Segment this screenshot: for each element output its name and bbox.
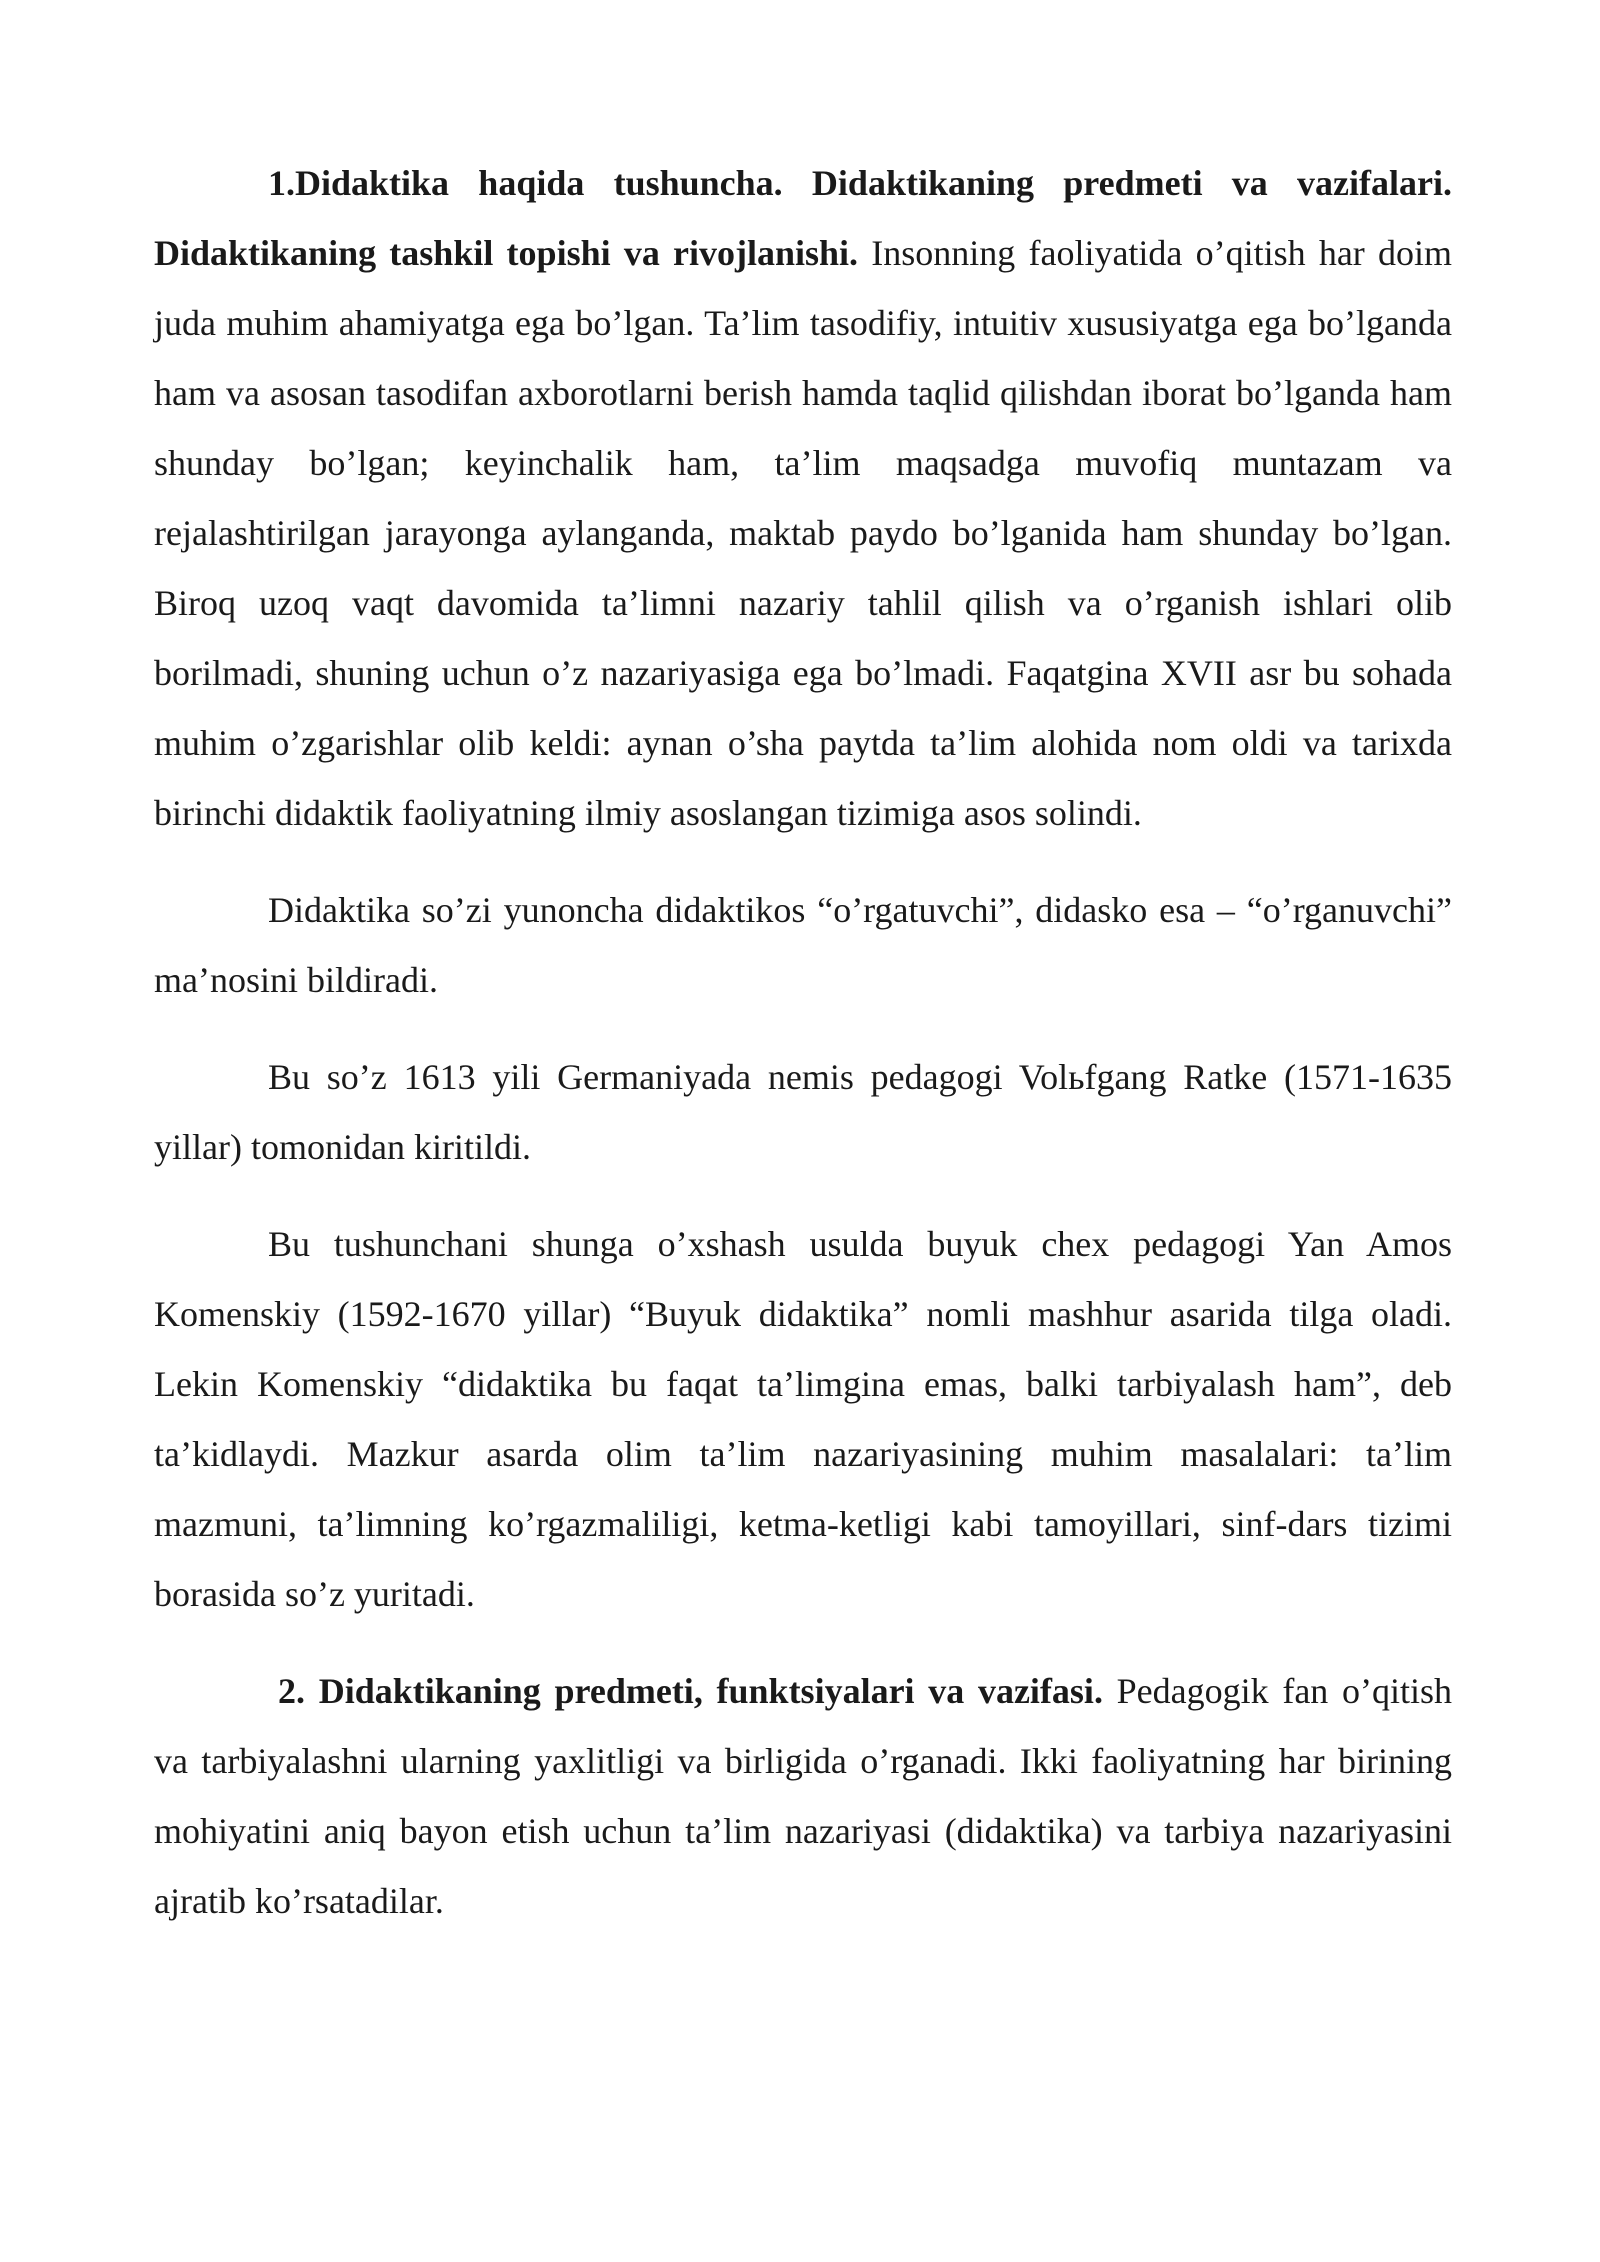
- section-1-heading: 1.Didaktika haqida tushuncha. Didaktikaning predmeti va vazifalari. Didaktikaning tashkil topishi va rivojlanishi.: [154, 163, 1452, 273]
- paragraph-1: [154, 148, 1452, 848]
- paragraph-4: Bu tushunchani shunga o’xshash usulda buyuk chex pedagogi Yan Amos Komenskiy (1592-1670 yillar) “Buyuk didaktika” nomli mashhur asarida tilga oladi. Lekin Komenskiy “didaktika bu faqat ta’limgina emas, balki tarbiyalash ham”, deb ta’kidlaydi. Mazkur asarda olim ta’lim nazariyasining muhim masalalari: ta’lim mazmuni, ta’limning ko’rgazmaliligi, ketma-ketligi kabi tamoyillari, sinf-dars tizimi borasida so’z yuritadi.: [154, 1224, 1452, 1614]
- section-2-heading: 2. Didaktikaning predmeti, funktsiyalari va vazifasi.: [278, 1671, 1103, 1711]
- document-page: [154, 148, 1452, 1936]
- paragraph-5: [154, 1656, 1452, 1936]
- paragraph-2: Didaktika so’zi yunoncha didaktikos “o’rgatuvchi”, didasko esa – “o’rganuvchi” ma’nosini bildiradi.: [154, 890, 1452, 1000]
- paragraph-5-text: Pedagogik fan o’qitish va tarbiyalashni ularning yaxlitligi va birligida o’rganadi. Ikki faoliyatning har birining mohiyatini aniq bayon etish uchun ta’lim nazariyasi (didaktika) va tarbiya nazariyasini ajratib ko’rsatadilar.: [154, 1671, 1452, 1921]
- paragraph-3: Bu so’z 1613 yili Germaniyada nemis pedagogi Volьfgang Ratke (1571-1635 yillar) tomonidan kiritildi.: [154, 1057, 1452, 1167]
- paragraph-1-text: Insonning faoliyatida o’qitish har doim juda muhim ahamiyatga ega bo’lgan. Ta’lim tasodifiy, intuitiv xususiyatga ega bo’lganda ham va asosan tasodifan axborotlarni berish hamda taqlid qilishdan iborat bo’lganda ham shunday bo’lgan; keyinchalik ham, ta’lim maqsadga muvofiq muntazam va rejalashtirilgan jarayonga aylanganda, maktab paydo bo’lganida ham shunday bo’lgan. Biroq uzoq vaqt davomida ta’limni nazariy tahlil qilish va o’rganish ishlari olib borilmadi, shuning uchun o’z nazariyasiga ega bo’lmadi. Faqatgina XVII asr bu sohada muhim o’zgarishlar olib keldi: aynan o’sha paytda ta’lim alohida nom oldi va tarixda birinchi didaktik faoliyatning ilmiy asoslangan tizimiga asos solindi.: [154, 233, 1453, 833]
